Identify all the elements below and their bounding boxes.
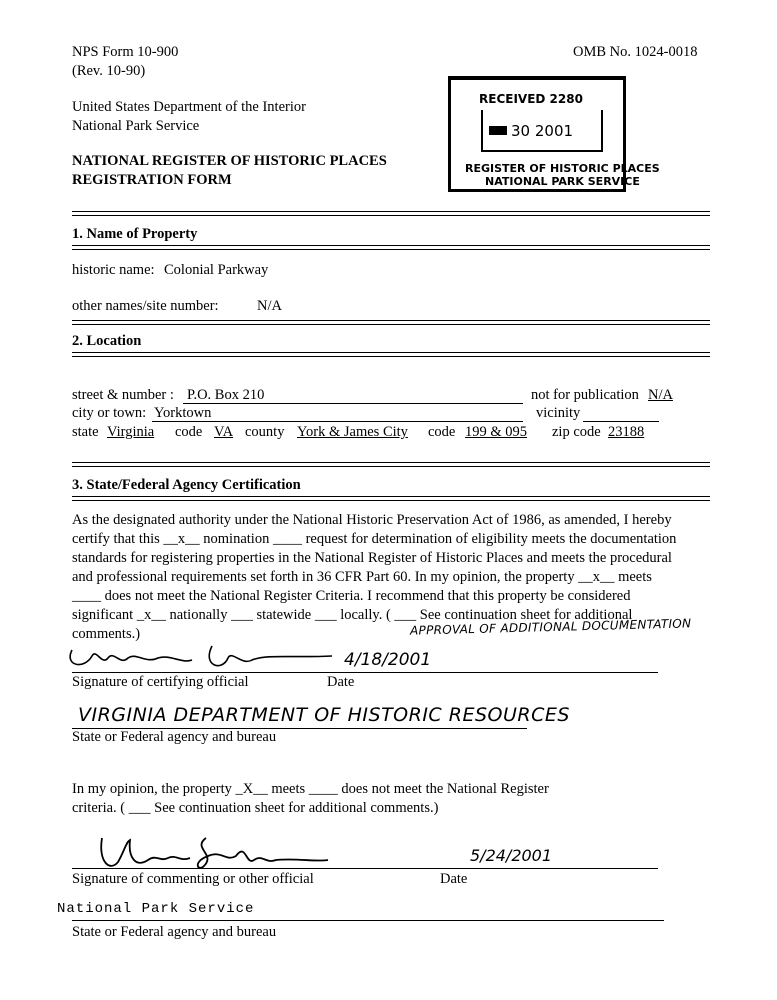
form-revision: (Rev. 10-90) xyxy=(72,63,146,79)
form-title-line1: NATIONAL REGISTER OF HISTORIC PLACES xyxy=(72,153,387,169)
county-value: York & James City xyxy=(297,424,408,440)
handwritten-approval-note: APPROVAL OF ADDITIONAL DOCUMENTATION xyxy=(409,616,692,638)
street-value: P.O. Box 210 xyxy=(187,387,265,403)
other-names-value: N/A xyxy=(257,298,282,314)
divider xyxy=(72,496,710,501)
certifying-signature xyxy=(62,636,342,676)
section2-heading: 2. Location xyxy=(72,333,142,349)
commenting-date-handwritten: 5/24/2001 xyxy=(470,846,553,865)
stamp-line1: REGISTER OF HISTORIC PLACES xyxy=(465,162,660,175)
date-label: Date xyxy=(327,674,355,690)
department-name: United States Department of the Interior xyxy=(72,99,306,115)
signature-line xyxy=(72,672,658,673)
typed-agency: National Park Service xyxy=(57,901,255,917)
stamp-line2: NATIONAL PARK SERVICE xyxy=(485,175,640,188)
divider xyxy=(72,462,710,467)
stamp-month-mark xyxy=(489,126,507,135)
divider xyxy=(72,211,710,216)
stamp-received-text: RECEIVED 2280 xyxy=(479,92,583,106)
agency-line-2 xyxy=(72,920,664,921)
opinion-line1: In my opinion, the property _X__ meets ____ does not meet the National Register xyxy=(72,781,549,797)
certifying-date-handwritten: 4/18/2001 xyxy=(344,650,432,670)
county-code-label: code xyxy=(428,424,456,440)
opinion-line2: criteria. ( ___ See continuation sheet for additional comments.) xyxy=(72,800,439,816)
divider xyxy=(72,245,710,250)
divider xyxy=(72,320,710,325)
service-name: National Park Service xyxy=(72,118,200,134)
certification-line: significant _x__ nationally ___ statewide ___ locally. ( ___ See continuation sheet for additional xyxy=(72,607,633,623)
certification-line: comments.) xyxy=(72,626,141,642)
historic-name-label: historic name: xyxy=(72,262,155,278)
state-code-value: VA xyxy=(214,424,234,440)
county-code-value: 199 & 095 xyxy=(465,424,528,440)
signature-label: Signature of certifying official xyxy=(72,674,249,690)
other-names-label: other names/site number: xyxy=(72,298,219,314)
handwritten-agency: VIRGINIA DEPARTMENT OF HISTORIC RESOURCES xyxy=(78,704,570,726)
agency-label: State or Federal agency and bureau xyxy=(72,729,277,745)
form-number: NPS Form 10-900 xyxy=(72,44,179,60)
not-for-publication-value: N/A xyxy=(648,387,673,403)
zip-value: 23188 xyxy=(608,424,645,440)
agency-label-2: State or Federal agency and bureau xyxy=(72,924,277,940)
commenting-date-label: Date xyxy=(440,871,468,887)
certification-line: certify that this __x__ nomination ____ request for determination of eligibility meets the documentation xyxy=(72,531,677,547)
form-title-line2: REGISTRATION FORM xyxy=(72,172,232,188)
received-stamp xyxy=(448,76,660,192)
state-value: Virginia xyxy=(107,424,155,440)
vicinity-line xyxy=(583,421,659,422)
not-for-publication-label: not for publication xyxy=(531,387,639,403)
commenting-signature-line xyxy=(72,868,658,869)
street-label: street & number : xyxy=(72,387,174,403)
city-line xyxy=(152,421,523,422)
commenting-signature-label: Signature of commenting or other official xyxy=(72,871,314,887)
stamp-date: 30 2001 xyxy=(511,122,574,140)
divider xyxy=(72,352,710,357)
certification-line: and professional requirements set forth in 36 CFR Part 60. In my opinion, the property __x__ meets xyxy=(72,569,652,585)
county-label: county xyxy=(245,424,285,440)
historic-name-value: Colonial Parkway xyxy=(164,262,269,278)
state-label: state xyxy=(72,424,99,440)
city-label: city or town: xyxy=(72,405,147,421)
city-value: Yorktown xyxy=(154,405,212,421)
section3-heading: 3. State/Federal Agency Certification xyxy=(72,477,301,493)
zip-label: zip code xyxy=(552,424,601,440)
vicinity-label: vicinity xyxy=(536,405,581,421)
section1-heading: 1. Name of Property xyxy=(72,226,198,242)
omb-number: OMB No. 1024-0018 xyxy=(573,44,698,60)
certification-line: ____ does not meet the National Register Criteria. I recommend that this property be considered xyxy=(72,588,631,604)
certification-line: standards for registering properties in the National Register of Historic Places and meets the procedural xyxy=(72,550,672,566)
certification-line: As the designated authority under the National Historic Preservation Act of 1986, as amended, I hereby xyxy=(72,512,672,528)
street-line xyxy=(183,403,523,404)
state-code-label: code xyxy=(175,424,203,440)
